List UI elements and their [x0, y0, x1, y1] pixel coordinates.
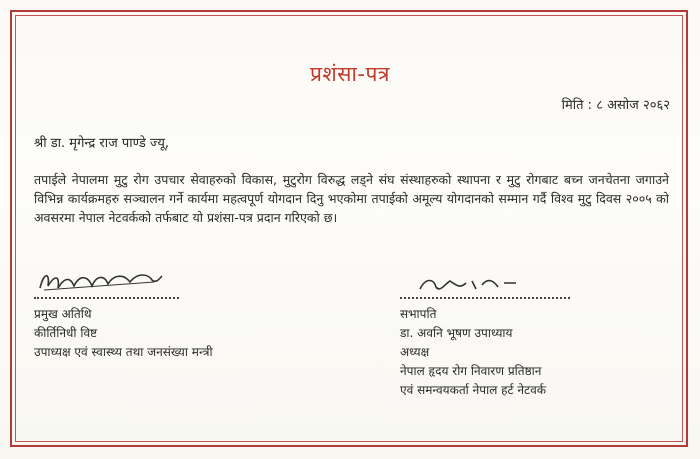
certificate-title: प्रशंसा-पत्र — [310, 62, 390, 86]
signature-scribble-left — [34, 268, 164, 296]
left-signature-line — [34, 297, 179, 299]
left-signatory-name: कीर्तिनिधी विष्ट — [34, 326, 98, 340]
right-signature-image — [406, 271, 536, 299]
certificate-date: मिति : ८ असोज २०६२ — [561, 98, 670, 113]
left-signature-image — [34, 268, 164, 296]
right-signatory-name: डा. अवनि भूषण उपाध्याय — [400, 326, 513, 340]
signature-scribble-right — [406, 271, 536, 299]
left-signatory-block — [34, 305, 213, 362]
right-signature-line — [400, 297, 570, 299]
recipient-salutation: श्री डा. मृगेन्द्र राज पाण्डे ज्यू, — [34, 136, 170, 151]
right-signatory-designation: अध्यक्ष — [400, 345, 430, 359]
right-signatory-organization: नेपाल हृदय रोग निवारण प्रतिष्ठान — [400, 364, 542, 378]
left-signatory-designation: उपाध्यक्ष एवं स्वास्थ्य तथा जनसंख्या मन्त्री — [34, 345, 213, 359]
left-signatory-role: प्रमुख अतिथि — [34, 307, 92, 321]
right-signatory-role: सभापति — [400, 307, 437, 321]
certificate-body: तपाईले नेपालमा मुटु रोग उपचार सेवाहरुको विकास, मुटुरोग विरुद्ध लड्ने संघ संस्थाहरुको स्थापना र मुटु रोगबाट बच्न जनचेतना जगाउने विभिन्न कार्यक्रमहरु सञ्चालन गर्ने कार्यमा महत्वपूर्ण योगदान दिनु भएकोमा तपाईको अमूल्य योगदानको सम्मान गर्दै विश्व मुटु दिवस २००५ को अवसरमा नेपाल नेटवर्कको तर्फबाट यो प्रशंसा-पत्र प्रदान गरिएको छ। — [34, 172, 669, 225]
right-signatory-block — [400, 305, 546, 400]
right-signatory-coordinator: एवं समन्वयकर्ता नेपाल हर्ट नेटवर्क — [400, 383, 546, 397]
